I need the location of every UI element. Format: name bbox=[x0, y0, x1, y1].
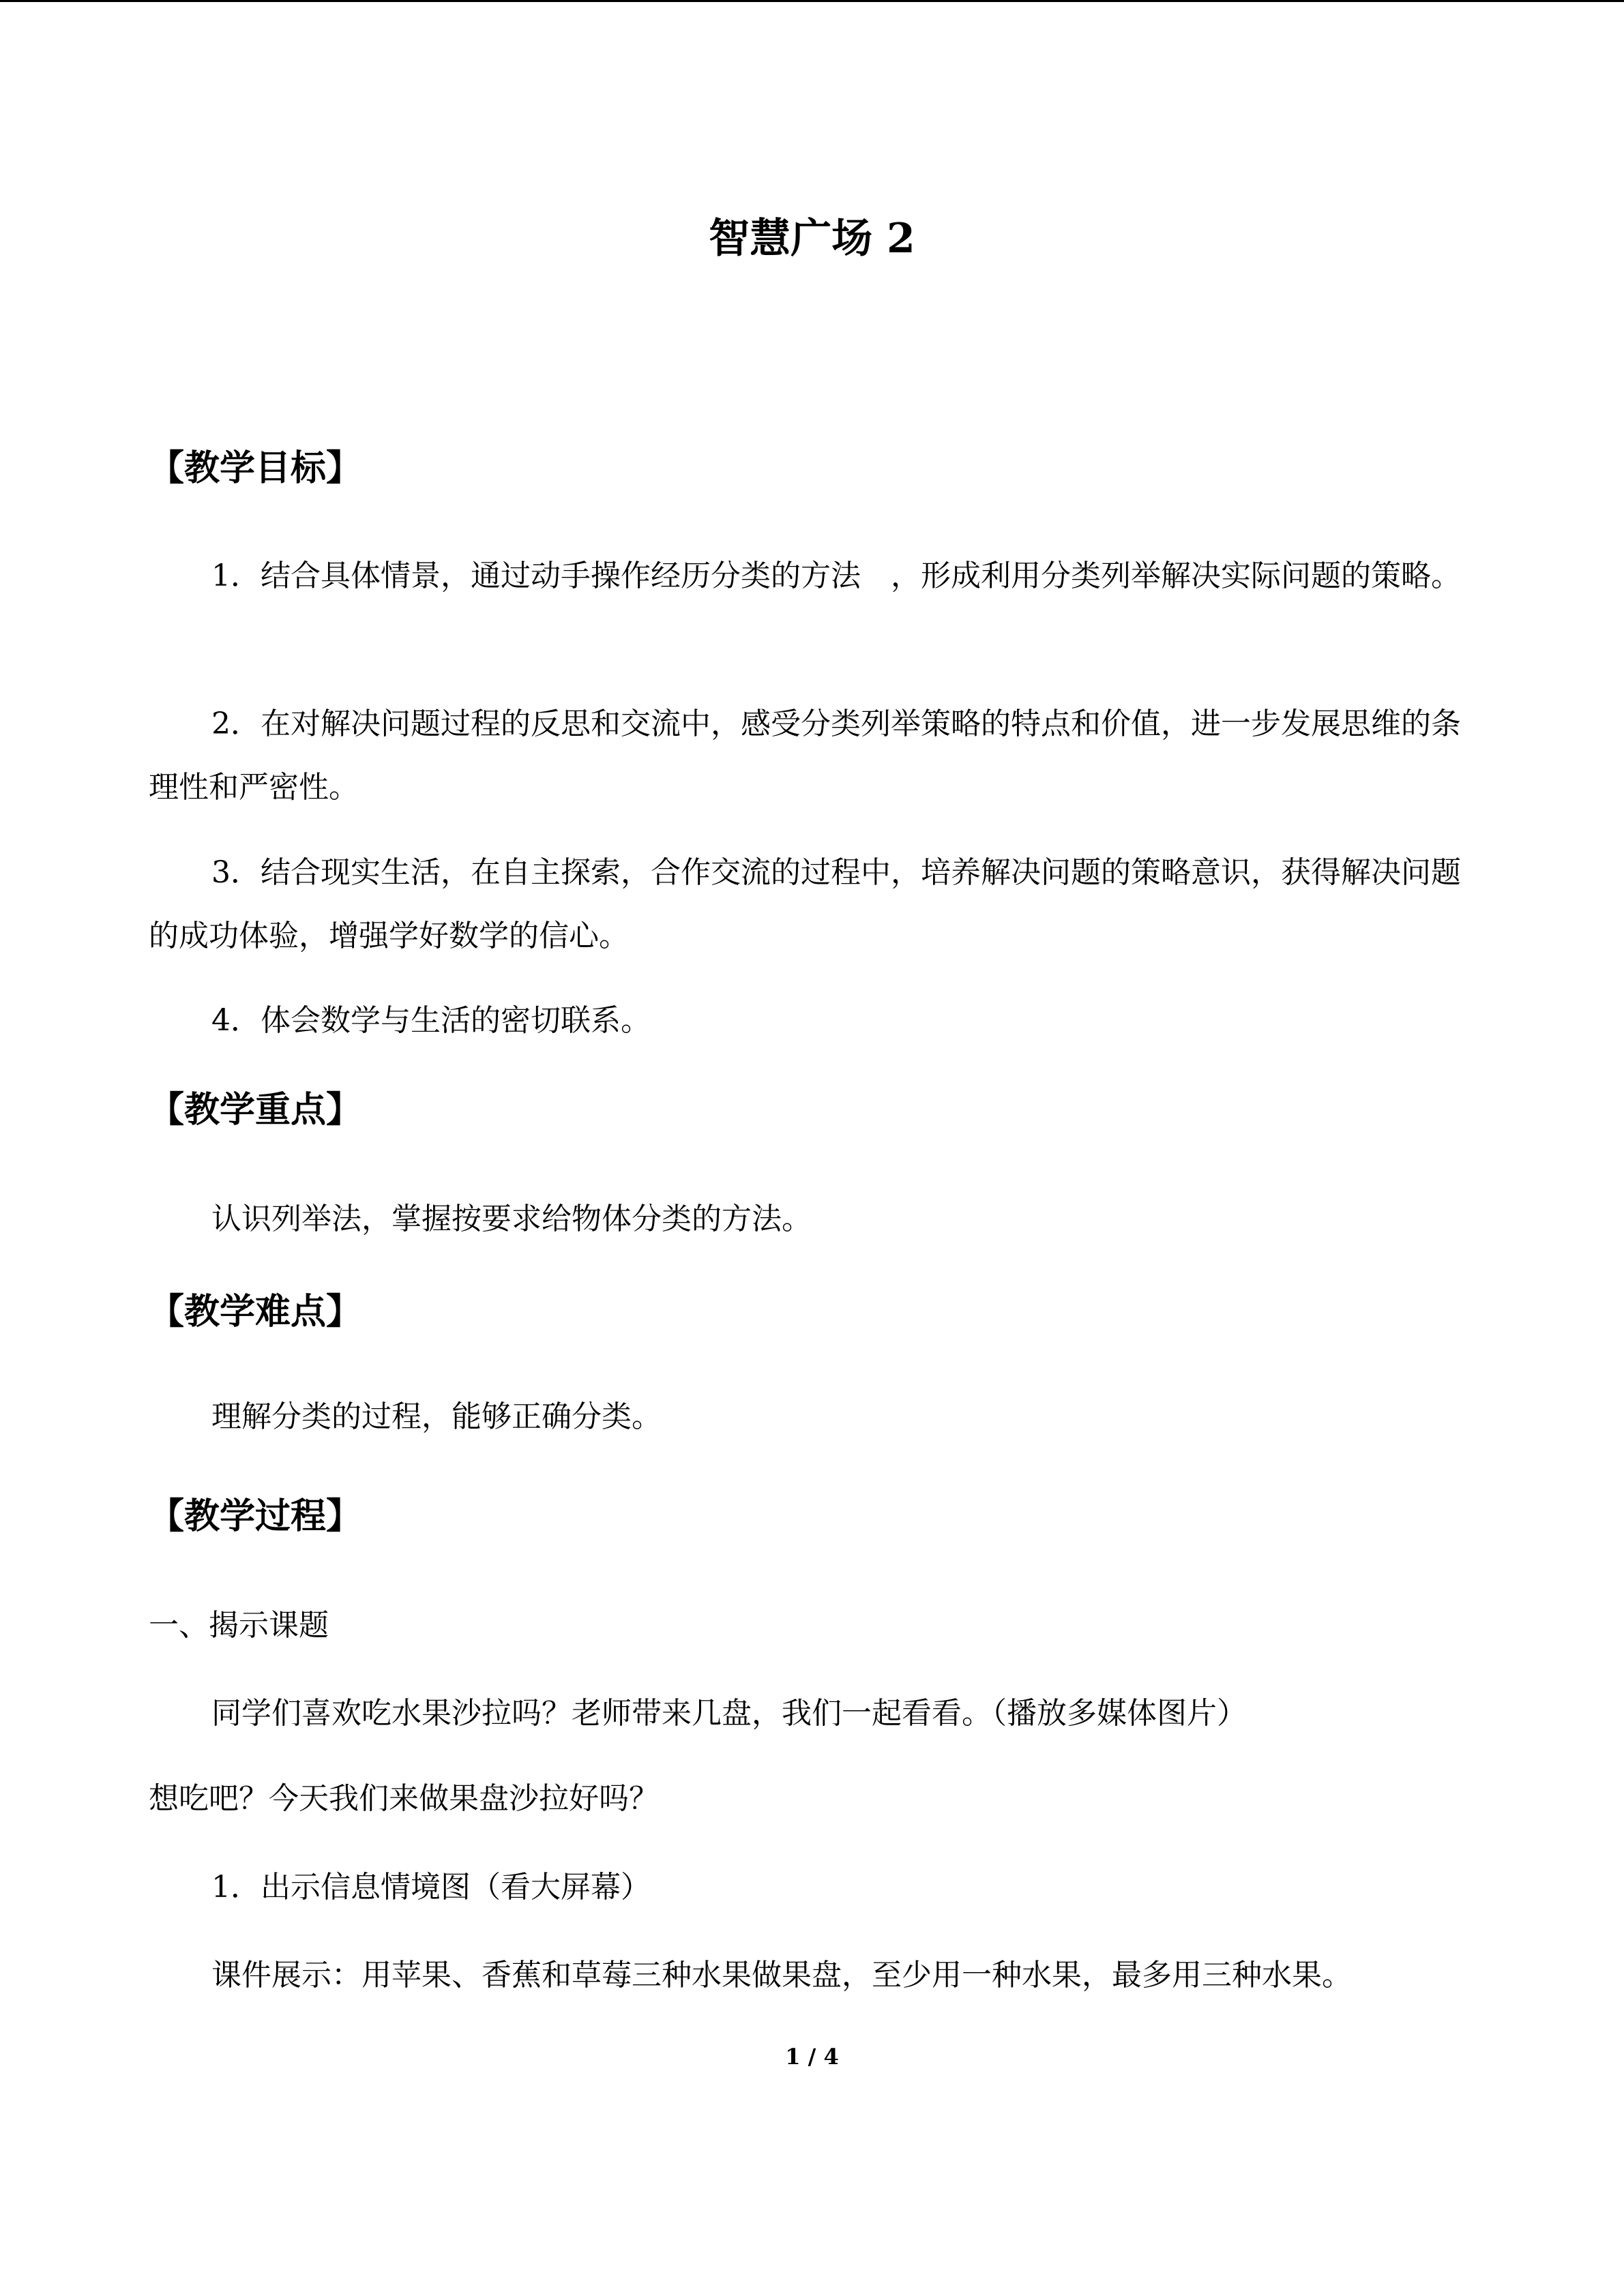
key-points-text: 认识列举法，掌握按要求给物体分类的方法。 bbox=[211, 1202, 812, 1236]
process-intro-line-1: 同学们喜欢吃水果沙拉吗？老师带来几盘，我们一起看看。（播放多媒体图片） bbox=[211, 1696, 1247, 1731]
heading-difficulties: 【教学难点】 bbox=[149, 1291, 362, 1332]
process-step-1-title: 一、揭示课题 bbox=[149, 1608, 329, 1643]
objective-item-1: 1．结合具体情景，通过动手操作经历分类的方法 ，形成利用分类列举解决实际问题的策略。 bbox=[211, 558, 1461, 593]
objective-item-3: 3．结合现实生活，在自主探索，合作交流的过程中，培养解决问题的策略意识，获得解决问题的成功体验，增强学好数学的信心。 bbox=[149, 855, 1461, 953]
heading-process: 【教学过程】 bbox=[149, 1495, 362, 1537]
objective-item-2: 2．在对解决问题过程的反思和交流中，感受分类列举策略的特点和价值，进一步发展思维的条理性和严密性。 bbox=[149, 706, 1461, 805]
objective-item-4: 4．体会数学与生活的密切联系。 bbox=[211, 1003, 651, 1038]
heading-key-points: 【教学重点】 bbox=[149, 1089, 362, 1131]
document-title: 智慧广场 2 bbox=[709, 215, 915, 263]
heading-objectives: 【教学目标】 bbox=[149, 447, 362, 489]
process-courseware-text: 课件展示：用苹果、香蕉和草莓三种水果做果盘，至少用一种水果，最多用三种水果。 bbox=[211, 1958, 1352, 1993]
process-sub-item-1: 1．出示信息情境图（看大屏幕） bbox=[211, 1870, 651, 1905]
process-intro-line-2: 想吃吧？今天我们来做果盘沙拉好吗？ bbox=[149, 1781, 659, 1816]
page-number: 1 / 4 bbox=[785, 2044, 839, 2070]
difficulties-text: 理解分类的过程，能够正确分类。 bbox=[211, 1399, 662, 1434]
page-top-border bbox=[0, 0, 1624, 2]
